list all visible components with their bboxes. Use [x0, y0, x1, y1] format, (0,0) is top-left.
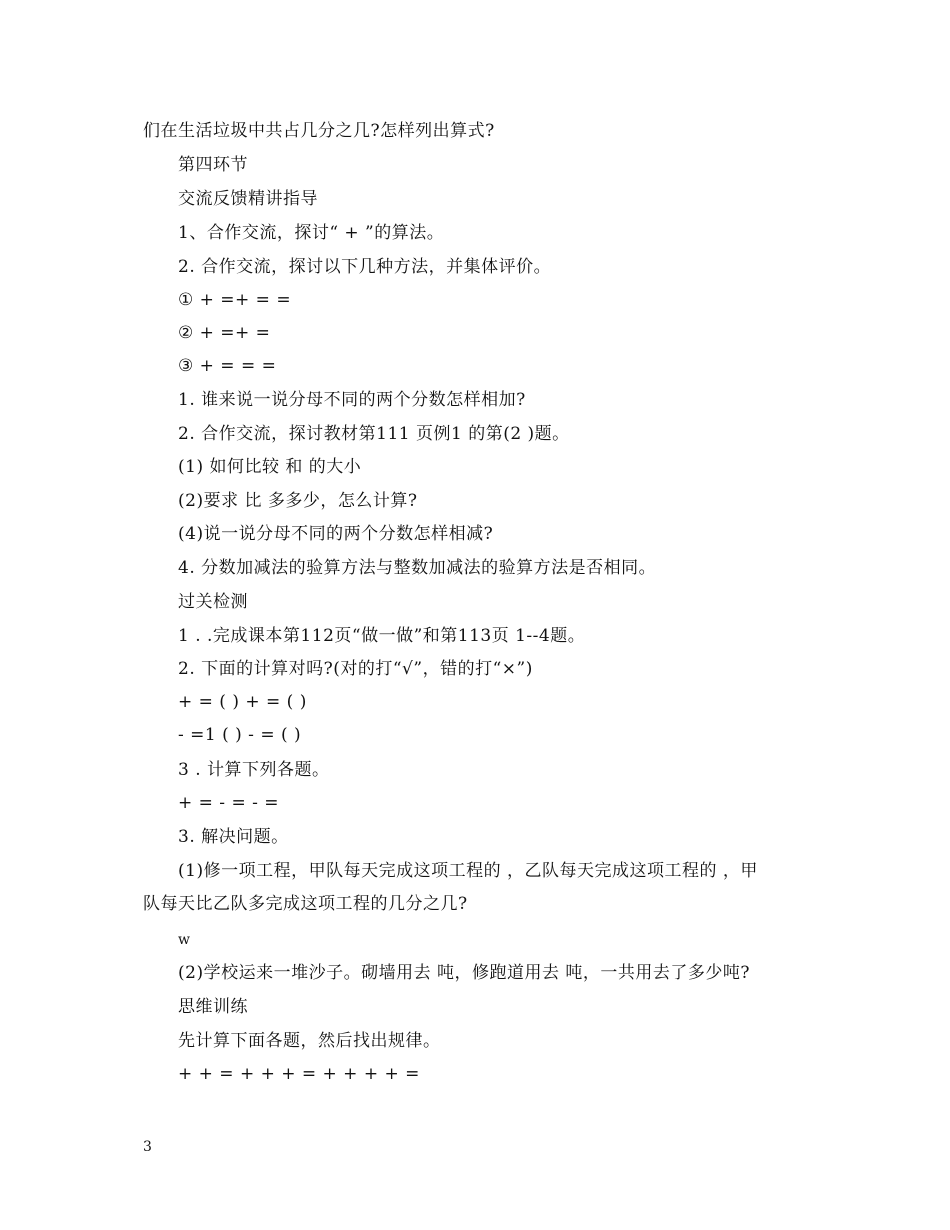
formula-line: + = - = - =	[178, 793, 279, 813]
formula-line: + + = + + + = + + + + =	[178, 1064, 420, 1084]
text-line: 3. 解决问题。	[178, 827, 289, 847]
text-line: (2)要求 比 多多少，怎么计算?	[178, 491, 418, 511]
stray-mark: w	[178, 932, 191, 948]
text-line: 先计算下面各题，然后找出规律。	[178, 1031, 441, 1051]
text-line: 4. 分数加减法的验算方法与整数加减法的验算方法是否相同。	[178, 558, 657, 578]
text-line: (1)修一项工程，甲队每天完成这项工程的 ，乙队每天完成这项工程的 ，甲	[178, 861, 758, 881]
formula-line: ③ + = = =	[178, 356, 277, 376]
text-line: 2. 合作交流，探讨教材第111 页例1 的第(2 )题。	[178, 424, 570, 444]
section-heading: 思维训练	[178, 997, 248, 1017]
formula-line: + = ( ) + = ( )	[178, 692, 307, 712]
text-line: (4)说一说分母不同的两个分数怎样相减?	[178, 524, 494, 544]
text-line: (1) 如何比较 和 的大小	[178, 457, 362, 477]
formula-line: - =1 ( ) - = ( )	[178, 725, 302, 745]
text-line: 1. 谁来说一说分母不同的两个分数怎样相加?	[178, 390, 526, 410]
text-line: 队每天比乙队多完成这项工程的几分之几?	[143, 894, 468, 914]
text-line: (2)学校运来一堆沙子。砌墙用去 吨，修跑道用去 吨，一共用去了多少吨?	[178, 963, 751, 983]
text-line: 们在生活垃圾中共占几分之几?怎样列出算式?	[143, 121, 495, 141]
formula-line: ① + =+ = =	[178, 290, 292, 310]
formula-line: ② + =+ =	[178, 323, 271, 343]
section-heading: 交流反馈精讲指导	[178, 189, 318, 209]
text-line: 2. 下面的计算对吗?(对的打“√”，错的打“×”)	[178, 659, 533, 679]
text-line: 1、合作交流，探讨“ + ”的算法。	[178, 223, 445, 243]
text-line: 3 . 计算下列各题。	[178, 760, 330, 780]
text-line: 2. 合作交流，探讨以下几种方法，并集体评价。	[178, 257, 552, 277]
page-number: 3	[143, 1139, 152, 1155]
section-heading: 过关检测	[178, 592, 248, 612]
section-heading: 第四环节	[178, 155, 248, 175]
text-line: 1 . .完成课本第112页“做一做”和第113页 1--4题。	[178, 626, 586, 646]
